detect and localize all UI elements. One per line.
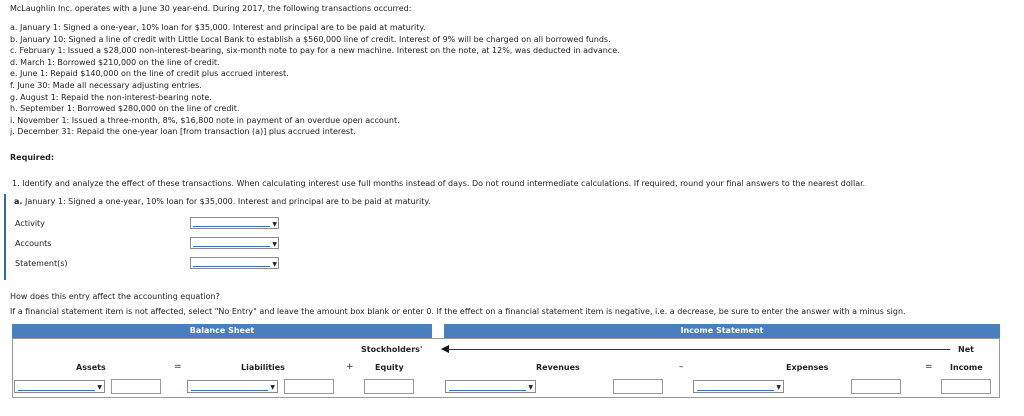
required-heading: Required: — [10, 153, 55, 162]
assets-account-select[interactable] — [14, 380, 105, 393]
chevron-down-icon: ▼ — [528, 384, 533, 391]
transaction-item: g. August 1: Repaid the non-interest-bearing note. — [10, 92, 212, 102]
liabilities-header: Liabilities — [241, 363, 285, 372]
chevron-down-icon: ▼ — [272, 241, 277, 248]
chevron-down-icon: ▼ — [270, 384, 275, 391]
activity-dropdown[interactable] — [190, 217, 279, 229]
assets-header: Assets — [76, 363, 106, 372]
equals-sign: = — [925, 362, 933, 372]
equity-amount-input[interactable] — [364, 379, 414, 394]
expenses-amount-input[interactable] — [851, 379, 901, 394]
transaction-item: a. January 1: Signed a one-year, 10% loan for $35,000. Interest and principal are to be paid at maturity. — [10, 23, 426, 32]
revenues-account-select[interactable] — [445, 380, 536, 393]
chevron-down-icon: ▼ — [272, 261, 277, 268]
net-header-line2: Income — [950, 363, 983, 372]
expenses-header: Expenses — [786, 363, 829, 372]
transaction-item: h. September 1: Borrowed $280,000 on the line of credit. — [10, 104, 240, 114]
liabilities-amount-input[interactable] — [284, 379, 334, 394]
equity-header-line2: Equity — [375, 363, 404, 372]
minus-sign: – — [679, 362, 684, 372]
assets-amount-input[interactable] — [111, 379, 161, 394]
arrow-line — [447, 349, 950, 350]
part-a-letter: a. — [14, 197, 23, 206]
net-header-line1: Net — [958, 345, 974, 354]
net-income-amount-input[interactable] — [941, 379, 991, 394]
equation-instructions: If a financial statement item is not affected, select "No Entry" and leave the amount box blank or enter 0. If the effect on a financial statement item is negative, i.e. a decrease, be sure to enter the answer with a minus sign. — [10, 307, 906, 316]
transaction-list — [10, 22, 620, 138]
revenues-header: Revenues — [536, 363, 580, 372]
part-a-description — [14, 197, 431, 206]
chevron-down-icon: ▼ — [272, 221, 277, 228]
transaction-item: e. June 1: Repaid $140,000 on the line of credit plus accrued interest. — [10, 69, 289, 79]
plus-sign: + — [346, 362, 354, 372]
equity-header-line1: Stockholders' — [361, 345, 423, 354]
transaction-item: f. June 30: Made all necessary adjusting entries. — [10, 80, 202, 90]
income-statement-header: Income Statement — [444, 324, 1000, 338]
transaction-item: c. February 1: Issued a $28,000 non-interest-bearing, six-month note to pay for a new machine. Interest on the note, at 12%, was deducted in advance. — [10, 46, 620, 56]
chevron-down-icon: ▼ — [97, 384, 102, 391]
chevron-down-icon: ▼ — [776, 384, 781, 391]
transaction-item: i. November 1: Issued a three-month, 8%, $16,800 note in payment of an overdue open account. — [10, 115, 400, 125]
expenses-account-select[interactable] — [693, 380, 784, 393]
equals-sign: = — [174, 362, 182, 372]
transaction-item: b. January 10: Signed a line of credit with Little Local Bank to establish a $560,000 line of credit. Interest of 9% will be charged on all borrowed funds. — [10, 34, 611, 44]
statements-dropdown[interactable] — [190, 257, 279, 269]
transaction-item: d. March 1: Borrowed $210,000 on the line of credit. — [10, 57, 220, 67]
transaction-item: j. December 31: Repaid the one-year loan [from transaction (a)] plus accrued interest. — [10, 127, 356, 137]
question-1: 1. Identify and analyze the effect of these transactions. When calculating interest use full months instead of days. Do not round intermediate calculations. If required, round your final answers to the nearest dollar. — [12, 179, 866, 188]
revenues-amount-input[interactable] — [613, 379, 663, 394]
statements-label: Statement(s) — [15, 259, 68, 268]
part-a-text: January 1: Signed a one-year, 10% loan for $35,000. Interest and principal are to be paid at maturity. — [22, 197, 431, 206]
accounts-dropdown[interactable] — [190, 237, 279, 249]
problem-intro: McLaughlin Inc. operates with a June 30 year-end. During 2017, the following transactions occurred: — [10, 4, 412, 13]
accounts-label: Accounts — [15, 239, 52, 248]
liabilities-account-select[interactable] — [187, 380, 278, 393]
equation-question: How does this entry affect the accounting equation? — [10, 292, 220, 301]
balance-sheet-header: Balance Sheet — [12, 324, 432, 338]
activity-label: Activity — [15, 219, 45, 228]
